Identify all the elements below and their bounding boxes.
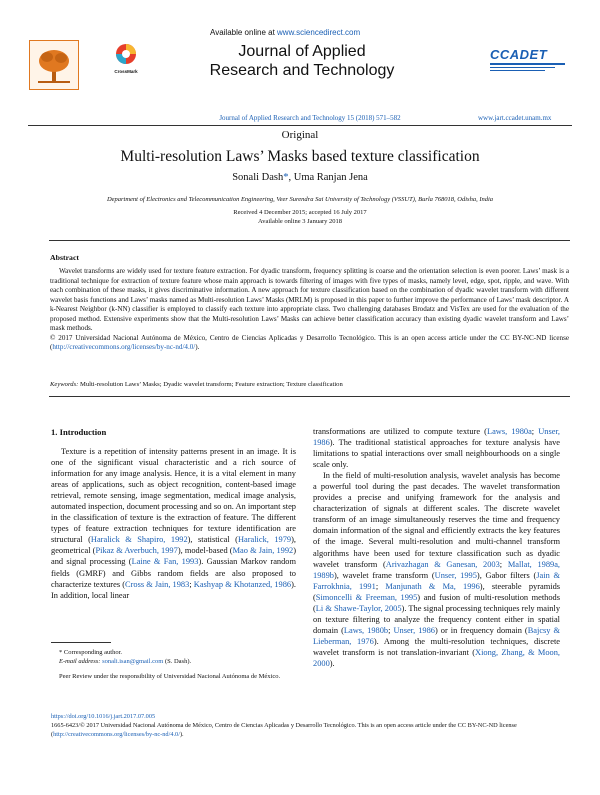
corresponding-author-note: * Corresponding author. xyxy=(59,649,123,656)
intro-paragraph-1: Texture is a repetition of intensity patterns present in an image. It is one of the significant visual characteristic and a rich source of information for any image analysis. Hence, it is a vital element in many areas of applications, such as object recognition, content-based image retrieval, remote sensing, image segmentation, medical image analysis, automated inspection, document processing and so on. An important step in the classification of texture is the extraction of feature. The different types of feature extraction techniques for texture identification are structural (Haralick & Shapiro, 1992), statistical (Haralick, 1979), geometrical (Pikaz & Averbuch, 1997), model-based (Mao & Jain, 1992) and signal processing (Laine & Fan, 1993). Gaussian Markov random fields (GMRF) and Gibbs random fields are also proposed to characterize textures (Cross & Jain, 1983; Kashyap & Khotanzed, 1986). In addition, local linear xyxy=(51,447,297,600)
abstract-text: Wavelet transforms are widely used for texture feature extraction. For dyadic transform, frequency splitting is coarse and the orientation selection is even poorer. Laws’ mask is a traditional technique for extraction of texture feature whose main approach is towards filtering of images with five types of masks, namely level, edge, spot, ripple, and wave. With each combination of these masks, it gives discriminative information. A new approach for texture classification based on the combination of dyadic wavelet transform with different wavelet basis functions and Laws’ masks named as Multi-resolution Laws’ Masks (MRLM) is proposed in this paper to further improve the performance of Laws’ mask descriptor. A k-Nearest Neighbor (k-NN) classifier is employed to classify each texture into appropriate class. Two challenging databases Brodatz and VisTex are used for the evaluation of the proposed method. Extensive experiments show that the Multi-resolution Laws’ Masks can achieve better classification accuracy than existing dyadic wavelet transform and Laws’ mask methods. xyxy=(50,267,569,333)
ref-bajcsy[interactable]: Bajcsy & Lieberman, 1976 xyxy=(313,625,561,646)
ref-laws-1980b[interactable]: Laws, 1980b xyxy=(343,625,389,635)
ref-jain[interactable]: Jain & Farrokhnia, 1991 xyxy=(313,570,561,591)
abstract-copyright: © 2017 Universidad Nacional Autónoma de México, Centro de Ciencias Aplicadas y Desarrollo Tecnológico. This is an open access article under the CC BY-NC-ND license (http://creativecommons.org/licenses/by-nc-nd/4.0/). xyxy=(50,333,569,352)
citation: Journal of Applied Research and Technology 15 (2018) 571–582 xyxy=(219,114,401,122)
doi-link[interactable]: https://doi.org/10.1016/j.jart.2017.07.005 xyxy=(51,713,156,720)
email-link[interactable]: sonali.isan@gmail.com xyxy=(102,658,164,665)
left-column xyxy=(51,446,296,601)
abstract-body xyxy=(50,267,569,353)
ref-kashyap[interactable]: Kashyap & Khotanzed, 1986 xyxy=(193,579,292,589)
corresponding-marker[interactable]: * xyxy=(283,172,289,183)
page-footer xyxy=(51,712,571,739)
ref-pikaz[interactable]: Pikaz & Averbuch, 1997 xyxy=(95,546,178,556)
ref-unser-1986a[interactable]: Unser, 1986 xyxy=(313,427,561,448)
ref-mao[interactable]: Mao & Jain, 1992 xyxy=(232,546,294,556)
article-title: Multi-resolution Laws’ Masks based texture classification xyxy=(120,148,480,165)
peer-review-note: Peer Review under the responsibility of Universidad Nacional Autónoma de México. xyxy=(59,673,281,680)
crossmark-icon xyxy=(115,43,137,65)
received-dates: Received 4 December 2015; accepted 16 July 2017 xyxy=(233,209,367,216)
keywords-text: Multi-resolution Laws’ Masks; Dyadic wavelet transform; Feature extraction; Texture classification xyxy=(79,381,343,388)
section-label: Original xyxy=(281,129,319,141)
ccadet-logo: CCADET xyxy=(490,47,565,71)
affiliation: Department of Electronics and Telecommunication Engineering, Veer Surendra Sai University of Technology (VSSUT), Burla 768018, Odisha, India xyxy=(106,196,494,203)
intro-paragraph-2: In the field of multi-resolution analysis, wavelet analysis has become a powerful tool during the past decades. The wavelet transformation provides a precise and unifying framework for the analysis and characterization of signals at different scales. The discrete wavelet transform of an image simultaneously reserves the time and frequency domain information of the signal and efficiently extracts the key features of the image. Several multi-resolution and multi-channel transform algorithms have been used for texture classification such as dyadic wavelet transform (Arivazhagan & Ganesan, 2003; Mallat, 1989a, 1989b), wavelet frame transform (Unser, 1995), Gabor filters (Jain & Farrokhnia, 1991; Manjunath & Ma, 1996), steerable pyramids (Simoncelli & Freeman, 1995) and fusion of multi-resolution methods (Li & Shawe-Taylor, 2005). The signal processing techniques rely mainly on texture filtering to analyze the frequency content either in spatial domain (Laws, 1980b; Unser, 1986) or in frequency domain (Bajcsy & Lieberman, 1976). Among the multi-resolution techniques, discrete wavelet transform is not translation-invariant (Xiong, Zhang, & Moon, 2000). xyxy=(313,471,561,668)
ref-haralick-1992[interactable]: Haralick & Shapiro, 1992 xyxy=(90,535,188,545)
ref-simoncelli[interactable]: Simoncelli & Freeman, 1995 xyxy=(315,592,418,602)
abstract-rule-bottom xyxy=(49,396,570,397)
footnote-rule xyxy=(51,642,111,643)
right-column xyxy=(313,426,560,669)
email-note: E-mail address: sonali.isan@gmail.com (S. Dash). xyxy=(59,658,192,665)
ref-li[interactable]: Li & Shawe-Taylor, 2005 xyxy=(315,603,402,613)
elsevier-logo xyxy=(29,40,79,90)
abstract-rule-top xyxy=(49,240,570,241)
intro-heading: 1. Introduction xyxy=(51,427,107,437)
available-online: Available online at www.sciencedirect.com xyxy=(210,28,361,37)
keywords-label: Keywords: xyxy=(50,381,79,388)
footer-license-link[interactable]: http://creativecommons.org/licenses/by-nc-nd/4.0/ xyxy=(53,731,180,738)
ref-unser-1986b[interactable]: Unser, 1986 xyxy=(393,625,435,635)
abstract-license-link[interactable]: http://creativecommons.org/licenses/by-nc-nd/4.0/ xyxy=(52,343,196,352)
ref-arivazhagan[interactable]: Arivazhagan & Ganesan, 2003 xyxy=(385,559,500,569)
author-2: Uma Ranjan Jena xyxy=(293,172,368,183)
ref-laws-1980a[interactable]: Laws, 1980a xyxy=(486,427,532,436)
sciencedirect-link[interactable]: www.sciencedirect.com xyxy=(277,28,361,37)
authors: Sonali Dash*, Uma Ranjan Jena xyxy=(232,172,368,183)
keywords xyxy=(50,381,569,388)
crossmark-logo[interactable] xyxy=(112,43,140,74)
author-1: Sonali Dash xyxy=(232,172,284,183)
abstract-heading: Abstract xyxy=(50,253,80,262)
elsevier-tree-icon xyxy=(30,41,78,89)
journal-name: Journal of Applied Research and Technology xyxy=(209,43,395,79)
ref-mallat[interactable]: Mallat, 1989a, 1989b xyxy=(313,559,561,580)
ref-laine[interactable]: Laine & Fan, 1993 xyxy=(131,557,199,567)
header-rule xyxy=(28,125,572,126)
ref-xiong[interactable]: Xiong, Zhang, & Moon, 2000 xyxy=(313,647,561,668)
journal-url[interactable]: www.jart.ccadet.unam.mx xyxy=(478,114,552,122)
ref-unser-1995[interactable]: Unser, 1995 xyxy=(434,570,477,580)
footnotes xyxy=(51,648,296,681)
crossmark-label: CrossMark xyxy=(114,69,138,74)
issn-license: 1665-6423/© 2017 Universidad Nacional Autónoma de México, Centro de Ciencias Aplicadas y Desarrollo Tecnológico. This is an open access article under the CC BY-NC-ND license (http://creativecommons.org/licenses/by-nc-nd/4.0/). xyxy=(51,722,517,738)
intro-continuation: transformations are utilized to compute texture (Laws, 1980a; Unser, 1986). The traditional statistical approaches for texture analysis have limitations to spatial interactions over small neighbourhoods on a single scale only. xyxy=(313,427,561,470)
available-date: Available online 3 January 2018 xyxy=(258,218,342,225)
ref-cross[interactable]: Cross & Jain, 1983 xyxy=(125,579,190,589)
ref-manjunath[interactable]: Manjunath & Ma, 1996 xyxy=(385,581,480,591)
ref-haralick-1979[interactable]: Haralick, 1979 xyxy=(237,535,292,545)
